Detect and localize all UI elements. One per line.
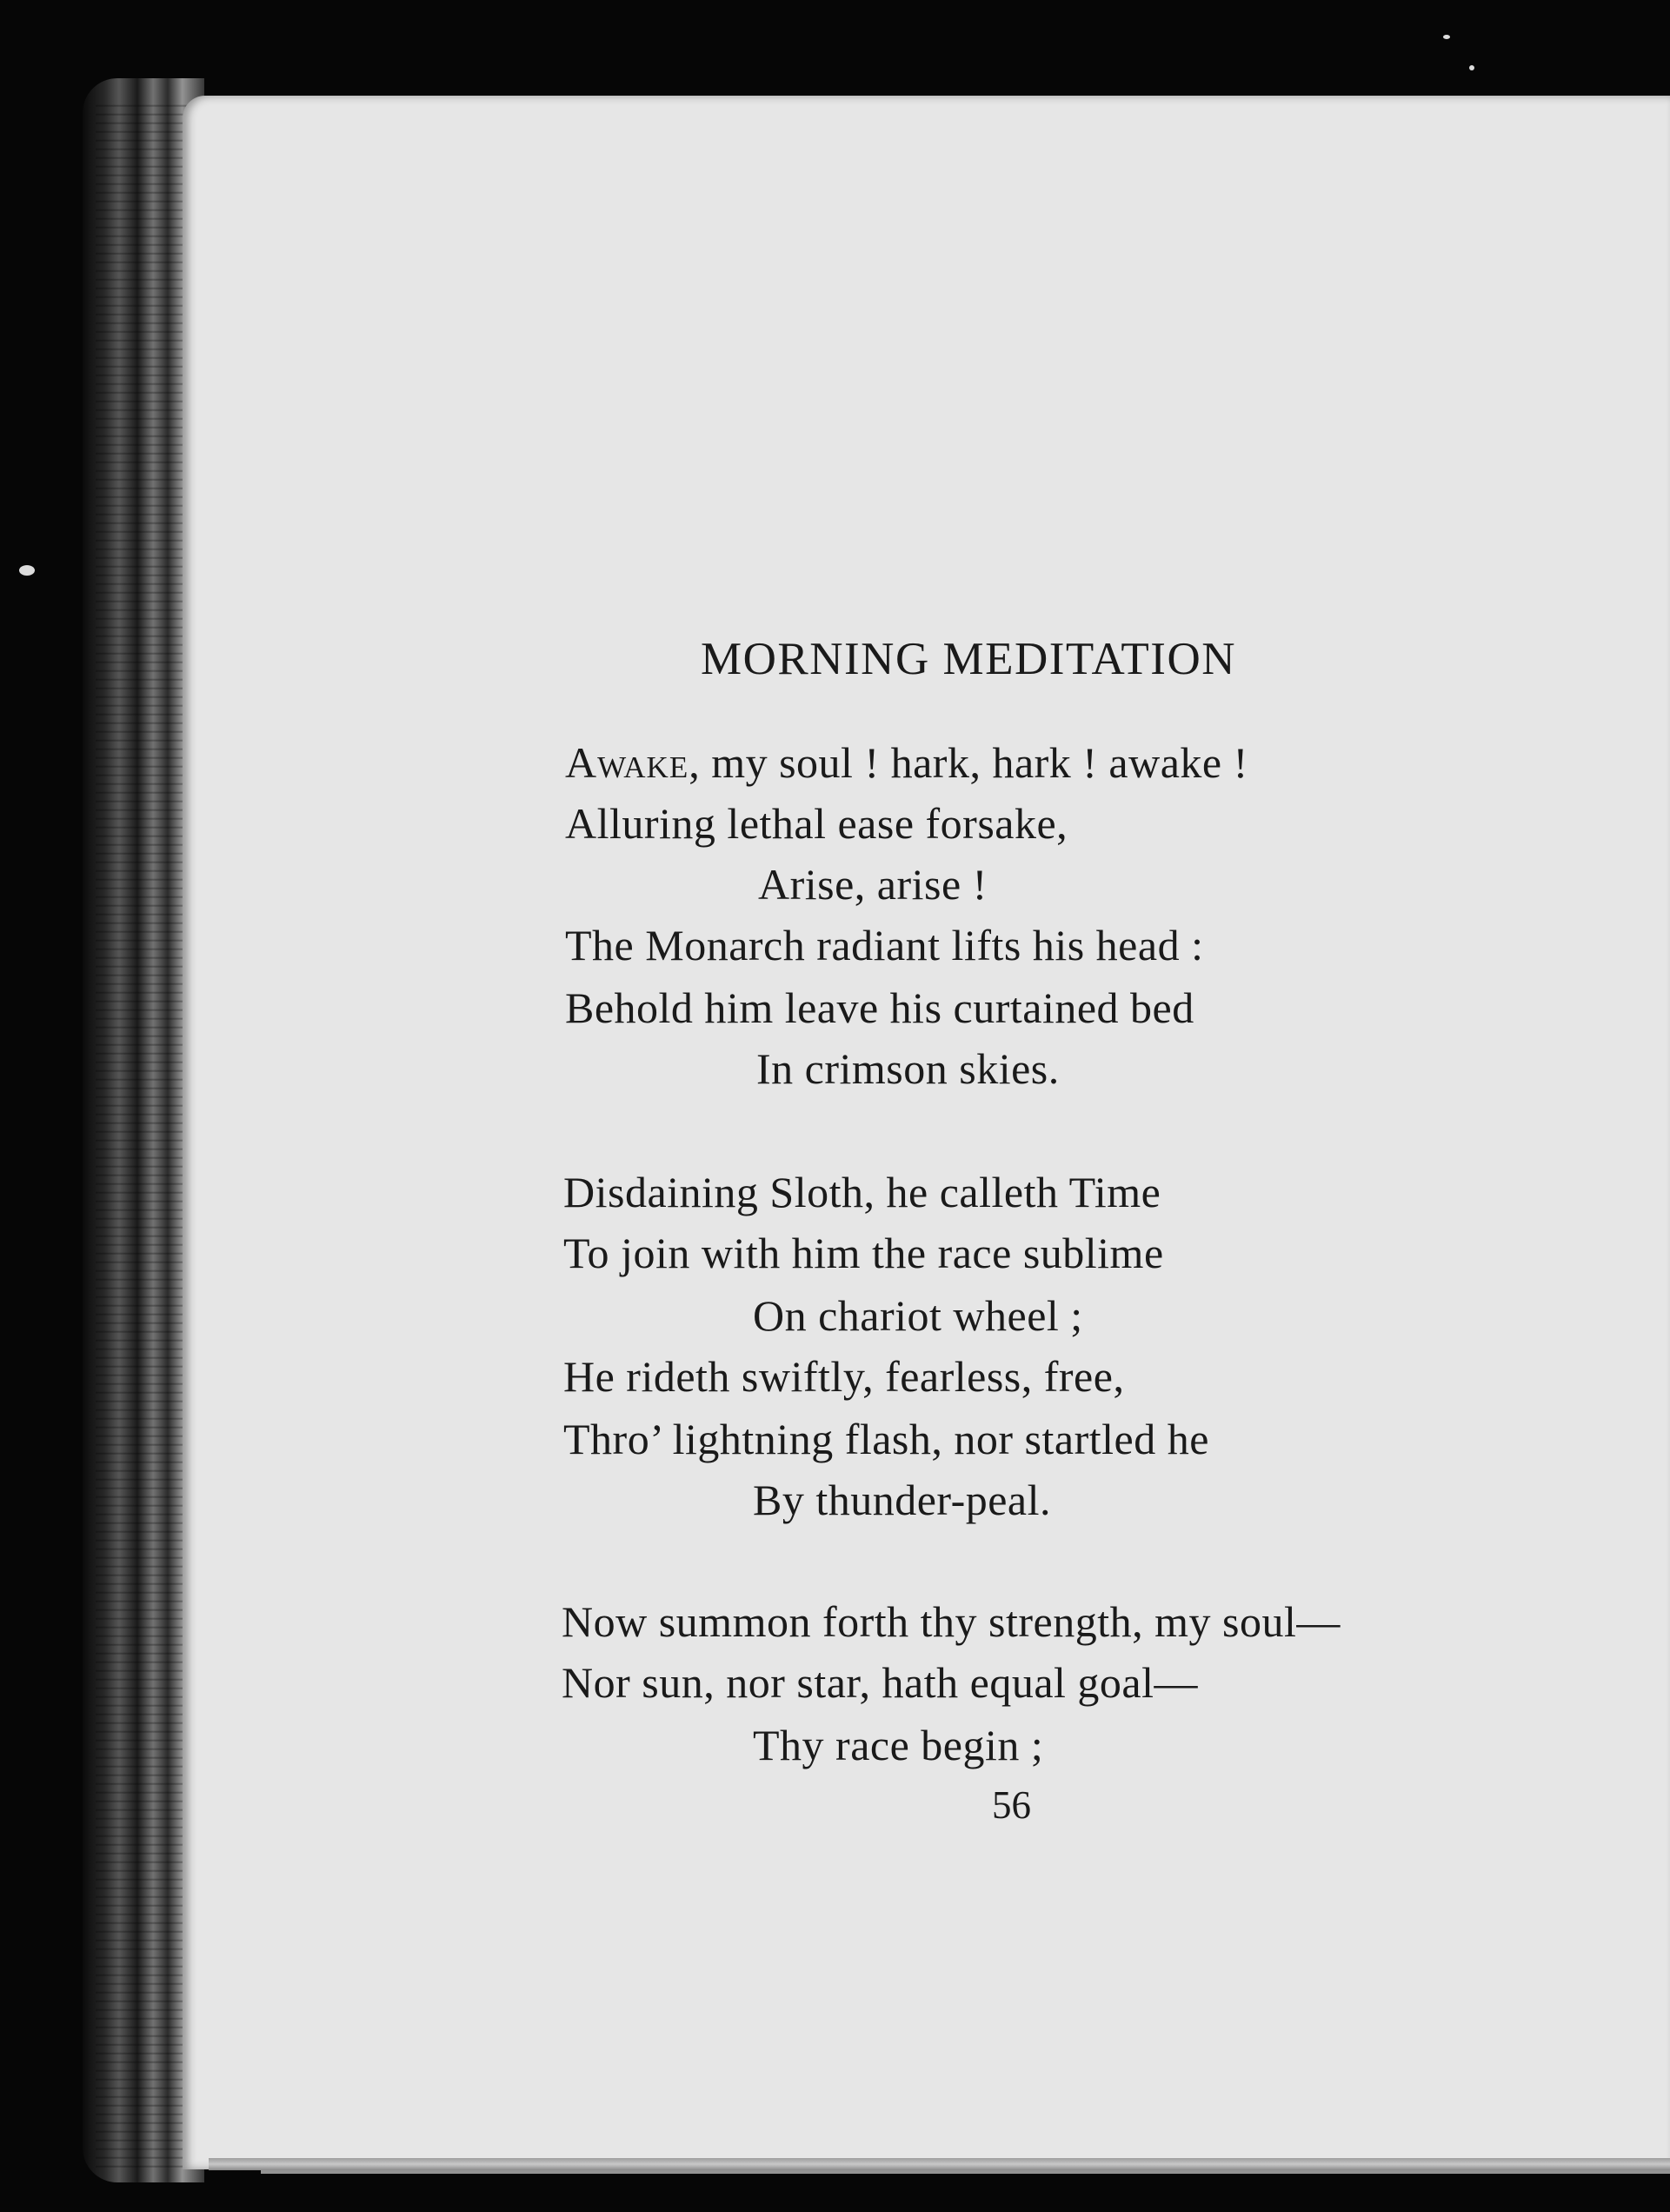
poem-line-indented: On chariot wheel ; [753,1291,1083,1340]
poem-line: He rideth swiftly, fearless, free, [563,1352,1125,1401]
poem-line: Alluring lethal ease forsake, [565,799,1068,848]
first-word: Awake [565,738,689,787]
poem-line: Thro’ lightning flash, nor startled he [563,1415,1209,1463]
poem-line-indented: Arise, arise ! [758,860,988,909]
poem-line-indented: In crimson skies. [756,1044,1060,1093]
line-text: , my soul ! hark, hark ! awake ! [689,738,1248,787]
poem-line: Disdaining Sloth, he calleth Time [563,1168,1161,1216]
poem-line-indented: Thy race begin ; [753,1721,1044,1769]
poem-line [565,737,1248,788]
poem-line: The Monarch radiant lifts his head : [565,921,1204,969]
poem-line: Now summon forth thy strength, my soul— [562,1597,1341,1646]
poem-line: Nor sun, nor star, hath equal goal— [562,1658,1199,1707]
poem-line: Behold him leave his curtained bed [565,983,1194,1032]
poem-title: MORNING MEDITATION [701,634,1237,684]
poem-line: To join with him the race sublime [563,1229,1164,1277]
poem-line-indented: By thunder-peal. [753,1476,1052,1524]
page-number: 56 [992,1783,1031,1827]
